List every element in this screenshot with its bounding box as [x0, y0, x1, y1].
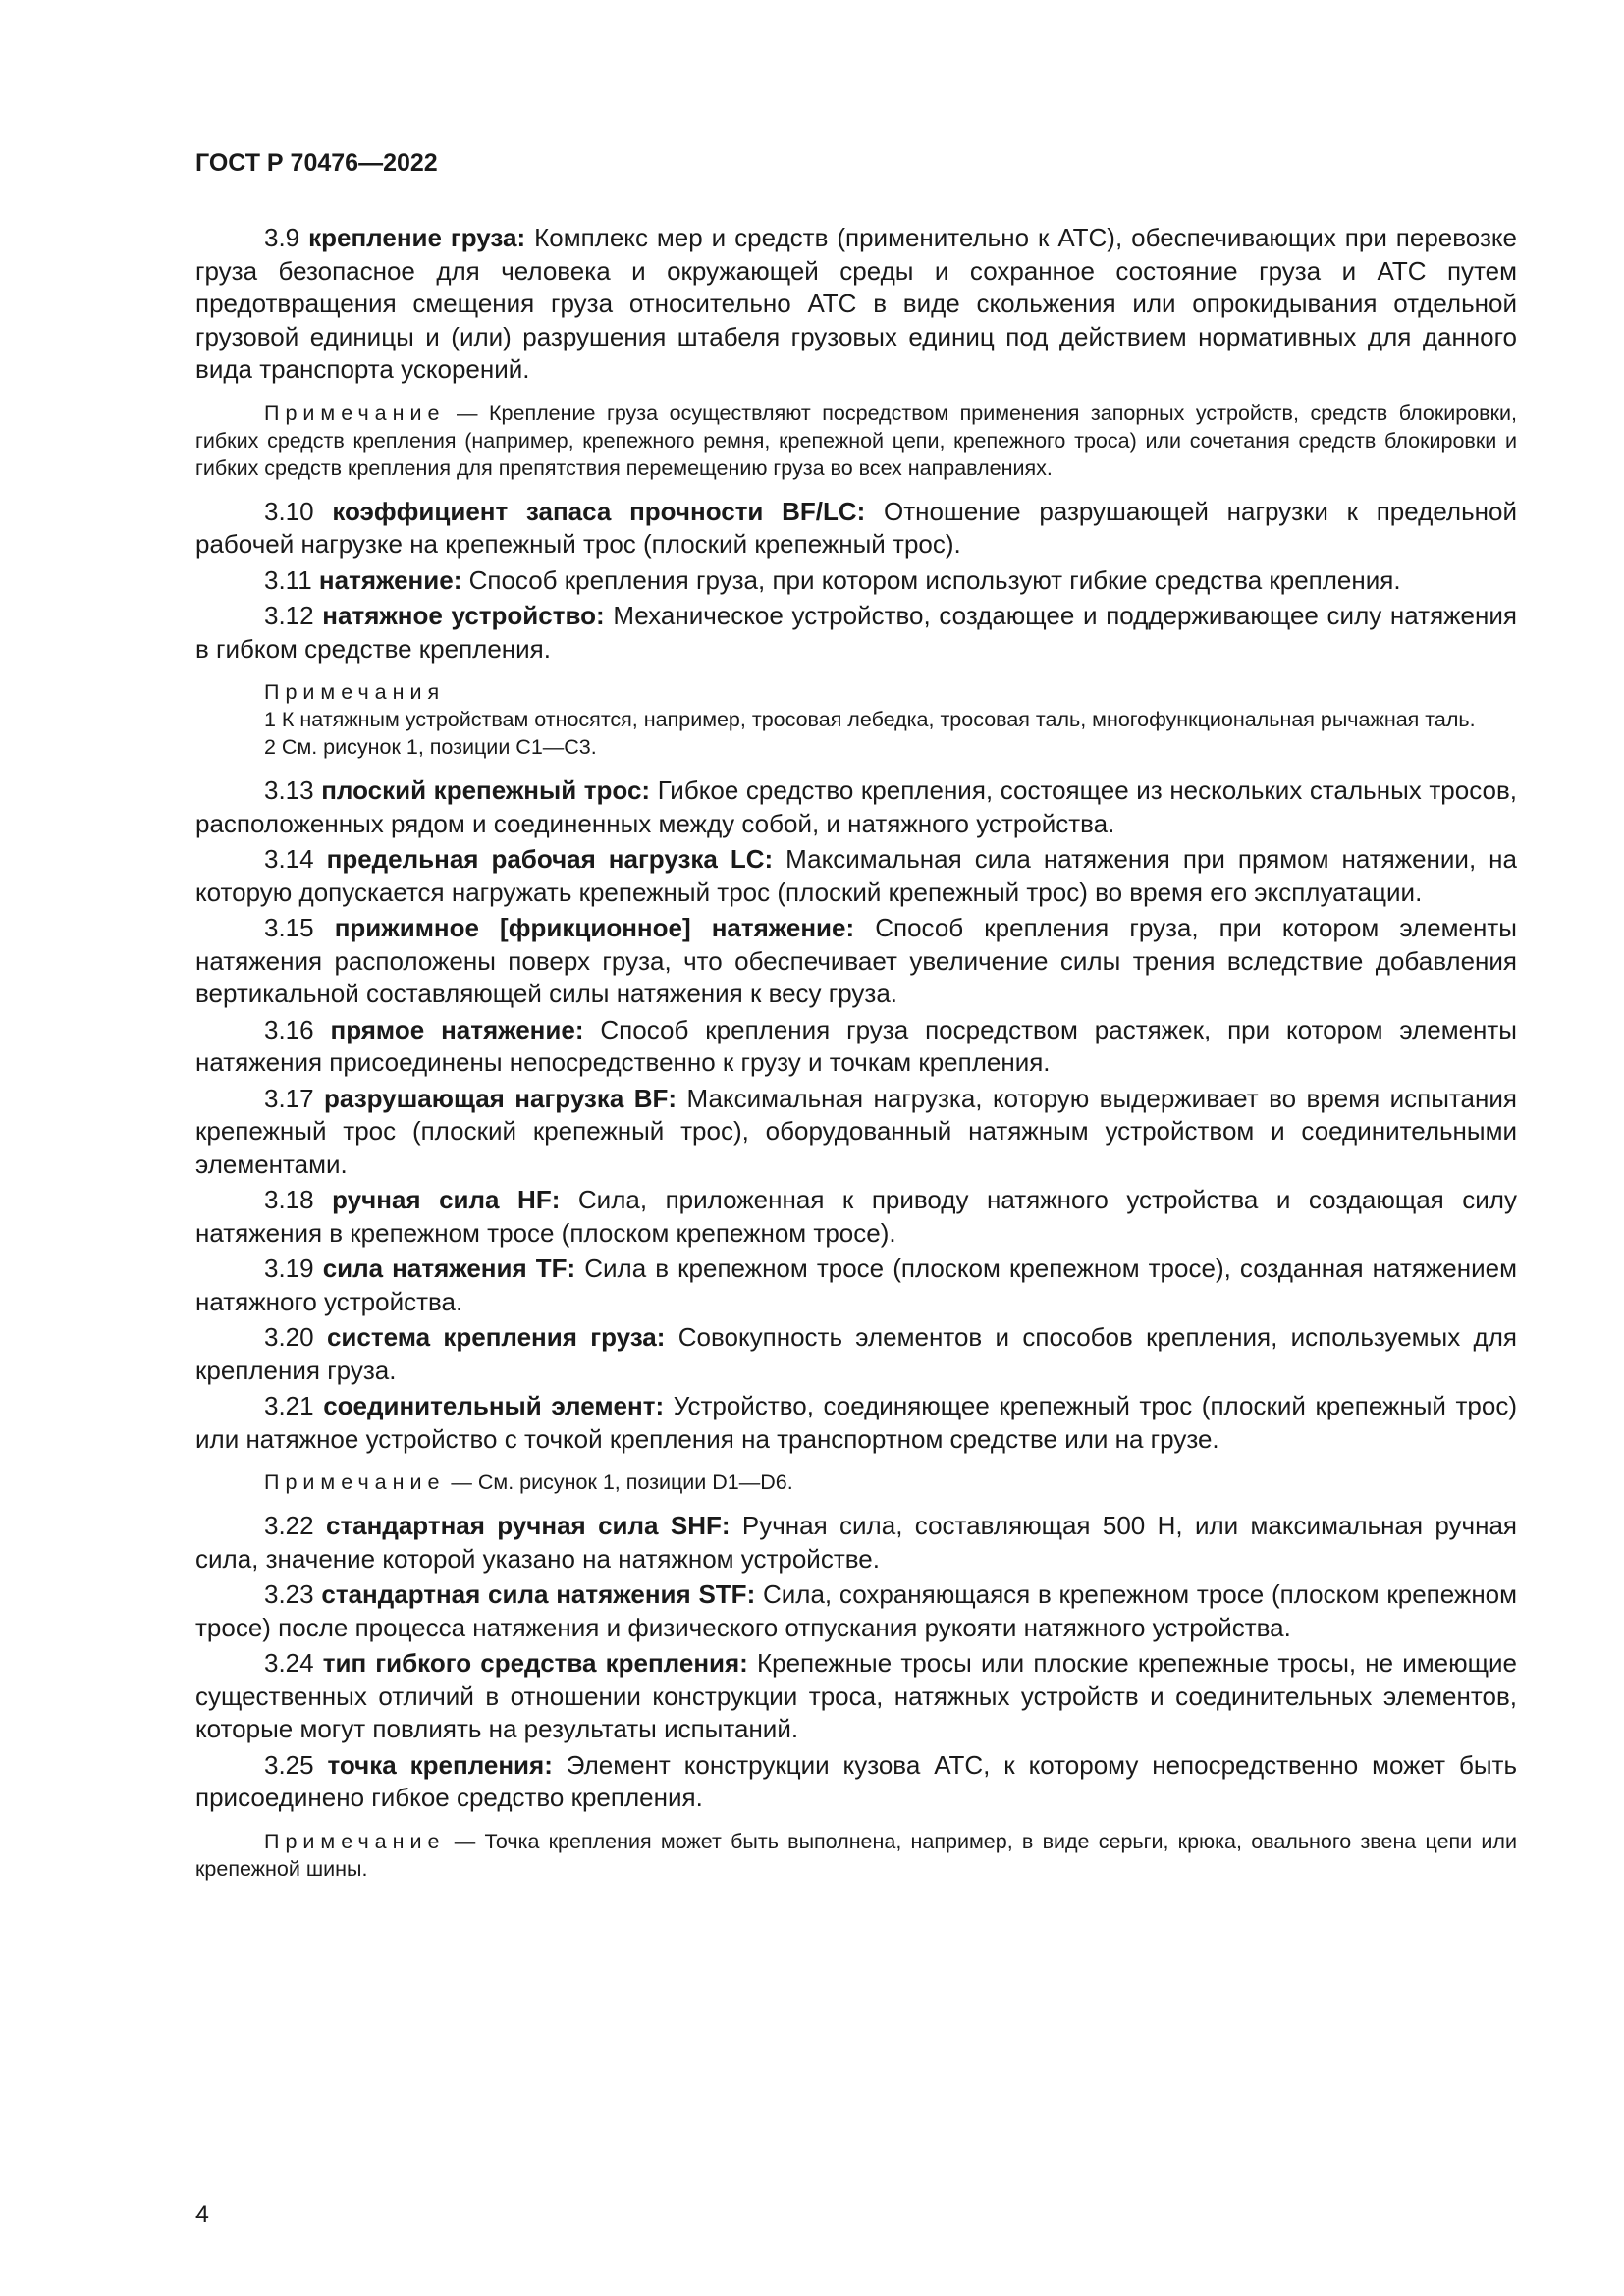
term-3-10: 3.10 коэффициент запаса прочности BF/LC: Отношение разрушающей нагрузки к предельной рабочей нагрузке на крепежный трос (плоский крепежный трос). [195, 496, 1517, 559]
term-3-25: 3.25 точка крепления: Элемент конструкции кузова АТС, к которому непосредственно может быть присоединено гибкое средство крепления. [195, 1749, 1517, 1812]
term-3-24: 3.24 тип гибкого средства крепления: Крепежные тросы или плоские крепежные тросы, не имеющие существенных отличий в отношении конструкции троса, натяжных устройств и соединительных элементов, которые могут повлиять на результаты испытаний. [195, 1648, 1517, 1743]
note-item-1: 1 К натяжным устройствам относятся, например, тросовая лебедка, тросовая таль, многофункциональная рычажная таль. [264, 708, 1476, 731]
term-3-21: 3.21 соединительный элемент: Устройство, соединяющее крепежный трос (плоский крепежный трос) или натяжное устройство с точкой крепления на транспортном средстве или на грузе. [195, 1391, 1518, 1454]
note-label: Примечание [264, 1829, 446, 1853]
document-body [195, 222, 1517, 1896]
page-number: 4 [195, 2201, 209, 2228]
document-header: ГОСТ Р 70476—2022 [195, 149, 438, 177]
term-3-13: 3.13 плоский крепежный трос: Гибкое средство крепления, состоящее из нескольких стальных тросов, расположенных рядом и соединенных между собой, и натяжного устройства. [195, 775, 1517, 838]
term-3-11: 3.11 натяжение: Способ крепления груза, при котором используют гибкие средства крепления. [264, 564, 1401, 595]
note-label: Примечание [264, 400, 446, 425]
notes-3-12 [195, 678, 1517, 761]
term-3-20: 3.20 система крепления груза: Совокупность элементов и способов крепления, используемых для крепления груза. [195, 1322, 1517, 1385]
term-3-16: 3.16 прямое натяжение: Способ крепления груза посредством растяжек, при котором элементы натяжения присоединены непосредственно к грузу и точкам крепления. [195, 1014, 1517, 1077]
note-3-21: Примечание — См. рисунок 1, позиции D1—D6. [264, 1470, 793, 1494]
term-3-19: 3.19 сила натяжения TF: Сила в крепежном тросе (плоском крепежном тросе), созданная натяжением натяжного устройства. [195, 1254, 1517, 1316]
note-3-9: Примечание — Крепление груза осуществляют посредством применения запорных устройств, средств блокировки, гибких средств крепления (например, крепежного ремня, крепежной цепи, крепежного троса) или сочетания средств блокировки и гибких средств крепления для препятствия перемещению груза во всех направлениях. [195, 400, 1517, 480]
term-3-23: 3.23 стандартная сила натяжения STF: Сила, сохраняющаяся в крепежном тросе (плоском крепежном тросе) после процесса натяжения и физического отпускания рукояти натяжного устройства. [195, 1579, 1518, 1642]
term-3-22: 3.22 стандартная ручная сила SHF: Ручная сила, составляющая 500 Н, или максимальная ручная сила, значение которой указано на натяжном устройстве. [195, 1511, 1518, 1574]
notes-label: Примечания [264, 680, 446, 704]
term-3-12: 3.12 натяжное устройство: Механическое устройство, создающее и поддерживающее силу натяжения в гибком средстве крепления. [195, 601, 1517, 664]
term-3-14: 3.14 предельная рабочая нагрузка LC: Максимальная сила натяжения при прямом натяжении, на которую допускается нагружать крепежный трос (плоский крепежный трос) во время его эксплуатации. [195, 844, 1517, 907]
note-3-25: Примечание — Точка крепления может быть выполнена, например, в виде серьги, крюка, овального звена цепи или крепежной шины. [195, 1829, 1517, 1881]
term-3-17: 3.17 разрушающая нагрузка BF: Максимальная нагрузка, которую выдерживает во время испытания крепежный трос (плоский крепежный трос), оборудованный натяжным устройством и соединительными элементами. [195, 1083, 1517, 1179]
term-3-15: 3.15 прижимное [фрикционное] натяжение: Способ крепления груза, при котором элементы натяжения расположены поверх груза, что обеспечивает увеличение силы трения вследствие добавления вертикальной составляющей силы натяжения к весу груза. [195, 913, 1517, 1008]
note-item-2: 2 См. рисунок 1, позиции С1—С3. [264, 735, 597, 759]
note-label: Примечание [264, 1470, 446, 1494]
term-3-18: 3.18 ручная сила HF: Сила, приложенная к приводу натяжного устройства и создающая силу натяжения в крепежном тросе (плоском крепежном тросе). [195, 1185, 1517, 1248]
term-3-9: 3.9 крепление груза: Комплекс мер и средств (применительно к АТС), обеспечивающих при перевозке груза безопасное для человека и окружающей среды и сохранное состояние груза и АТС путем предотвращения смещения груза относительно АТС в виде скольжения или опрокидывания отдельной грузовой единицы и (или) разрушения штабеля грузовых единиц под действием нормативных для данного вида транспорта ускорений. [195, 223, 1517, 384]
